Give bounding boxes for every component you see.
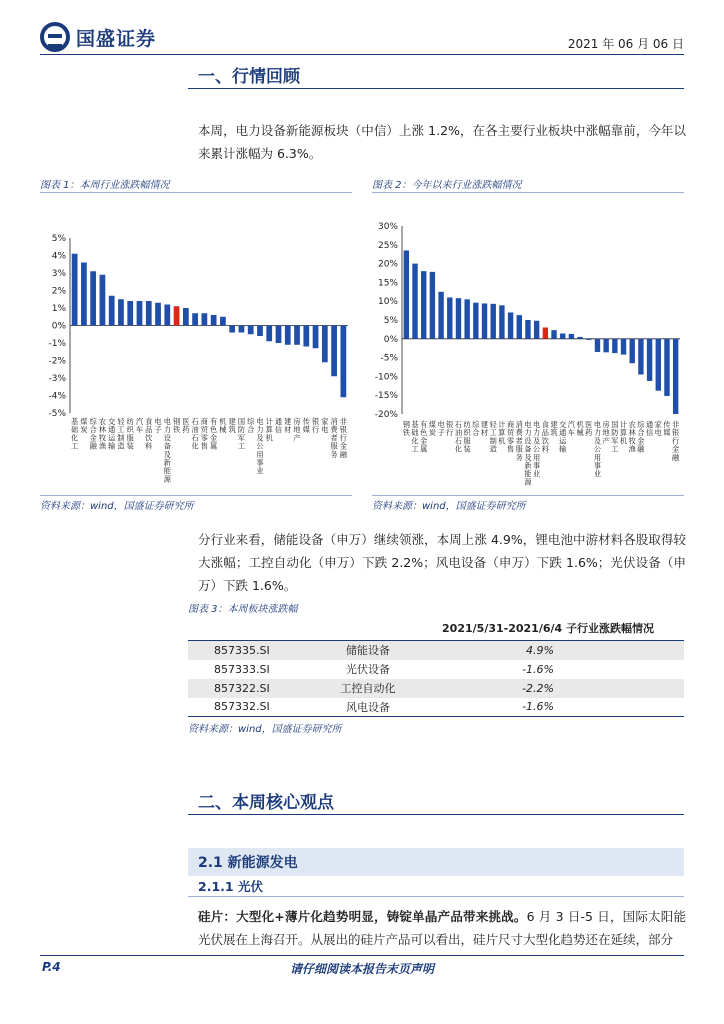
fig2-top-rule	[372, 192, 684, 193]
x-tick-label: 综合金融	[637, 420, 645, 454]
bar	[257, 326, 263, 337]
bar	[313, 326, 319, 349]
fig1-top-rule	[40, 192, 352, 193]
y-tick-label: 30%	[377, 222, 398, 232]
x-tick-label: 国防军工	[237, 417, 246, 451]
row-value: -2.2%	[428, 679, 684, 698]
row-value: 4.9%	[428, 641, 684, 660]
chart2-ytd	[372, 212, 684, 493]
x-tick-label: 消费者服务	[515, 420, 523, 462]
x-tick-label: 电力设备及新能源	[163, 417, 171, 484]
row-code: 857332.SI	[188, 698, 308, 717]
bar	[294, 326, 300, 345]
x-tick-label: 建材	[284, 417, 292, 435]
y-tick-label: 2%	[51, 286, 66, 297]
section1-paragraph: 本周，电力设备新能源板块（中信）上涨 1.2%，在各主要行业板块中涨幅靠前，今年以来累计涨幅为 6.3%。	[198, 123, 686, 161]
bar	[638, 339, 643, 375]
bar	[560, 334, 565, 339]
footer-divider	[40, 955, 684, 956]
x-tick-label: 电力及公用事业	[593, 420, 602, 479]
bar	[229, 326, 235, 333]
report-date: 2021 年 06 月 06 日	[567, 37, 684, 51]
x-tick-label: 轻工制造	[489, 420, 497, 454]
x-tick-label: 石油石化	[191, 417, 199, 451]
bar	[127, 301, 133, 326]
y-tick-label: -10%	[374, 372, 398, 383]
bar	[543, 328, 548, 339]
y-tick-label: 3%	[51, 269, 66, 279]
x-tick-label: 有色金属	[210, 417, 218, 451]
bar	[331, 326, 337, 377]
bar	[551, 330, 556, 339]
section1-title: 一、行情回顾	[198, 67, 300, 87]
fig2-bottom-rule	[372, 495, 684, 496]
bar	[211, 315, 217, 326]
x-tick-label: 计算机	[265, 417, 273, 443]
bar	[438, 292, 443, 339]
x-tick-label: 商贸零售	[506, 420, 515, 454]
bar	[220, 317, 226, 326]
y-tick-label: 0%	[51, 321, 66, 332]
x-tick-label: 钢铁	[172, 417, 181, 435]
fig2-title: 图表 2：今年以来行业涨跌幅情况	[372, 180, 522, 191]
bar	[656, 339, 661, 391]
x-tick-label: 钢铁	[402, 420, 410, 438]
bar	[155, 303, 161, 326]
x-tick-label: 传媒	[302, 417, 310, 435]
table-header: 2021/5/31-2021/6/4 子行业涨跌幅情况	[188, 616, 684, 641]
bar	[673, 339, 678, 414]
x-tick-label: 建材	[480, 420, 489, 438]
bar	[146, 301, 152, 326]
y-tick-label: 20%	[377, 259, 398, 270]
x-tick-label: 煤炭	[428, 420, 437, 438]
bar	[456, 298, 461, 339]
table-row	[188, 679, 684, 698]
bar	[322, 326, 328, 363]
y-tick-label: -5%	[48, 409, 66, 419]
pv-lead: 硅片：大型化+薄片化趋势明显，铸锭单晶产品带来挑战。	[198, 909, 527, 924]
bar	[525, 320, 530, 339]
sub-subsection-heading: 2.1.1 光伏	[198, 879, 263, 894]
table-header-row	[188, 616, 684, 641]
x-tick-label: 汽车	[567, 420, 576, 438]
fig3-title: 图表 3：本周板块涨跌幅	[188, 604, 298, 615]
bar	[192, 313, 198, 325]
bar	[647, 339, 652, 381]
y-tick-label: 10%	[377, 297, 398, 308]
x-tick-label: 计算机	[619, 420, 628, 446]
fig1-source: 资料来源：wind，国盛证券研究所	[40, 501, 194, 512]
y-tick-label: 5%	[51, 234, 66, 244]
bar	[430, 272, 435, 339]
row-name: 光伏设备	[346, 663, 390, 676]
bar	[421, 271, 426, 339]
bar	[621, 339, 626, 355]
x-tick-label: 电力设备及新能源	[524, 420, 532, 487]
y-tick-label: -5%	[380, 353, 398, 364]
sub-industry-table	[188, 616, 684, 717]
y-tick-label: -4%	[48, 391, 66, 402]
y-tick-label: -2%	[48, 356, 66, 367]
x-tick-label: 交通运输	[108, 417, 116, 451]
bar	[569, 334, 574, 339]
x-tick-label: 农林牧渔	[98, 417, 107, 451]
bar	[90, 271, 96, 325]
x-tick-label: 食品饮料	[145, 417, 153, 451]
bar	[303, 326, 309, 347]
x-tick-label: 非银行金融	[339, 417, 347, 459]
x-tick-label: 家电	[321, 417, 329, 435]
x-tick-label: 房地产	[602, 420, 610, 446]
x-tick-label: 综合金融	[89, 417, 97, 451]
bar	[164, 305, 170, 326]
table-row	[188, 660, 684, 679]
bar	[491, 304, 496, 339]
pv-body: 6 月 3 日-5 日，国际太阳能光伏展在上海召开。从展出的硅片产品可以看出，硅片尺寸大型化趋势还在延续，部分	[198, 909, 686, 947]
row-name: 工控自动化	[308, 679, 428, 698]
x-tick-label: 消费者服务	[330, 417, 338, 459]
y-tick-label: -1%	[48, 339, 66, 349]
y-tick-label: -3%	[48, 374, 66, 384]
bar	[595, 339, 600, 352]
bar	[183, 308, 189, 326]
bar	[508, 312, 513, 338]
x-tick-label: 轻工制造	[117, 417, 125, 451]
bar	[630, 339, 635, 363]
header-divider	[40, 54, 684, 55]
row-name: 风电设备	[308, 698, 428, 717]
x-tick-label: 电子	[154, 417, 162, 435]
x-tick-label: 传媒	[663, 420, 671, 438]
bar	[534, 321, 539, 339]
bar	[517, 315, 522, 339]
x-tick-label: 汽车	[135, 417, 144, 435]
x-tick-label: 电子	[437, 420, 445, 438]
bar	[118, 299, 124, 325]
x-tick-label: 房地产	[293, 417, 301, 443]
bar	[174, 306, 180, 325]
row-value: -1.6%	[428, 698, 684, 717]
bar	[276, 326, 282, 344]
x-tick-label: 银行	[446, 420, 454, 438]
x-tick-label: 非银行金融	[672, 420, 680, 462]
y-tick-label: 0%	[383, 334, 398, 345]
y-tick-label: 1%	[51, 304, 66, 314]
fig1-bottom-rule	[40, 495, 352, 496]
company-name: 国盛证券	[76, 27, 157, 50]
bar	[72, 254, 78, 326]
x-tick-label: 综合	[247, 417, 255, 435]
x-tick-label: 有色金属	[420, 420, 428, 454]
x-tick-label: 商贸零售	[200, 417, 208, 451]
x-tick-label: 基础化工	[411, 420, 419, 454]
pv-paragraph	[198, 905, 686, 951]
sub-industry-paragraph: 分行业来看，储能设备（申万）继续领涨，本周上涨 4.9%，锂电池中游材料各股取得较大涨幅；工控自动化（申万）下跌 2.2%；风电设备（申万）下跌 1.6%；光伏设备（申万）下跌 1.6%。	[198, 532, 686, 593]
bar	[482, 303, 487, 338]
fig3-source: 资料来源：wind，国盛证券研究所	[188, 724, 342, 735]
x-tick-label: 计算机	[498, 420, 506, 446]
y-tick-label: 4%	[51, 251, 66, 262]
bar	[137, 301, 143, 326]
section2-title: 二、本周核心观点	[198, 793, 334, 813]
footer-disclaimer: 请仔细阅读本报告末页声明	[289, 962, 434, 976]
x-tick-label: 电力及公用事业	[256, 417, 264, 476]
x-tick-label: 农林牧渔	[628, 420, 636, 454]
company-logo	[40, 22, 156, 52]
table-row	[188, 698, 684, 717]
x-tick-label: 家电	[654, 420, 662, 438]
bar	[201, 313, 207, 325]
page-number: P.4	[42, 960, 61, 974]
logo-icon	[40, 22, 70, 52]
y-tick-label: 5%	[383, 316, 398, 326]
x-tick-label: 建筑	[228, 417, 236, 435]
x-tick-label: 机械	[219, 417, 227, 435]
bar	[340, 326, 346, 398]
bar	[81, 263, 87, 326]
x-tick-label: 交通运输	[559, 420, 567, 454]
x-tick-label: 银行	[311, 417, 320, 435]
x-tick-label: 机械	[576, 420, 584, 438]
bar	[464, 299, 469, 338]
fig1-title: 图表 1：本周行业涨跌幅情况	[40, 180, 170, 191]
bar	[664, 339, 669, 396]
x-tick-label: 纺织服装	[463, 420, 471, 454]
x-tick-label: 基础化工	[71, 417, 79, 451]
bar	[577, 337, 582, 339]
section1-divider	[188, 88, 684, 89]
bar	[404, 250, 409, 338]
x-tick-label: 纺织服装	[126, 417, 134, 451]
x-tick-label: 通信	[645, 420, 654, 438]
y-tick-label: 25%	[377, 240, 398, 251]
bar	[266, 326, 272, 342]
y-tick-label: -20%	[374, 410, 398, 420]
x-tick-label: 国防军工	[611, 420, 619, 454]
subsection-heading: 2.1 新能源发电	[188, 848, 684, 876]
bar	[499, 305, 504, 338]
bar	[603, 339, 608, 353]
bar	[412, 264, 417, 339]
fig2-source: 资料来源：wind，国盛证券研究所	[372, 501, 526, 512]
x-tick-label: 医药	[585, 420, 593, 438]
bar	[248, 326, 254, 335]
x-tick-label: 通信	[274, 417, 283, 435]
row-code: 857333.SI	[214, 662, 270, 676]
x-tick-label: 医药	[182, 417, 190, 435]
section2-divider	[188, 814, 684, 815]
bar	[239, 326, 245, 333]
x-tick-label: 综合	[472, 420, 480, 438]
bar	[473, 303, 478, 339]
chart1-weekly	[40, 228, 352, 493]
row-name: 储能设备	[308, 641, 428, 660]
x-tick-label: 石油石化	[454, 420, 463, 454]
bar	[285, 326, 291, 345]
y-tick-label: 15%	[377, 278, 398, 289]
x-tick-label: 煤炭	[80, 417, 88, 435]
row-value: -1.6%	[522, 662, 554, 676]
x-tick-label: 建筑	[550, 420, 558, 438]
bar	[612, 339, 617, 353]
bar	[447, 297, 452, 338]
bar	[109, 296, 115, 326]
bar	[586, 339, 591, 340]
table-row	[188, 641, 684, 660]
sub-subsection-divider	[188, 896, 684, 897]
row-code: 857322.SI	[188, 679, 308, 698]
row-code: 857335.SI	[188, 641, 308, 660]
y-tick-label: -15%	[374, 391, 398, 402]
x-tick-label: 食品饮料	[541, 420, 549, 454]
x-tick-label: 电力及公用事业	[533, 420, 541, 479]
bar	[100, 275, 106, 326]
